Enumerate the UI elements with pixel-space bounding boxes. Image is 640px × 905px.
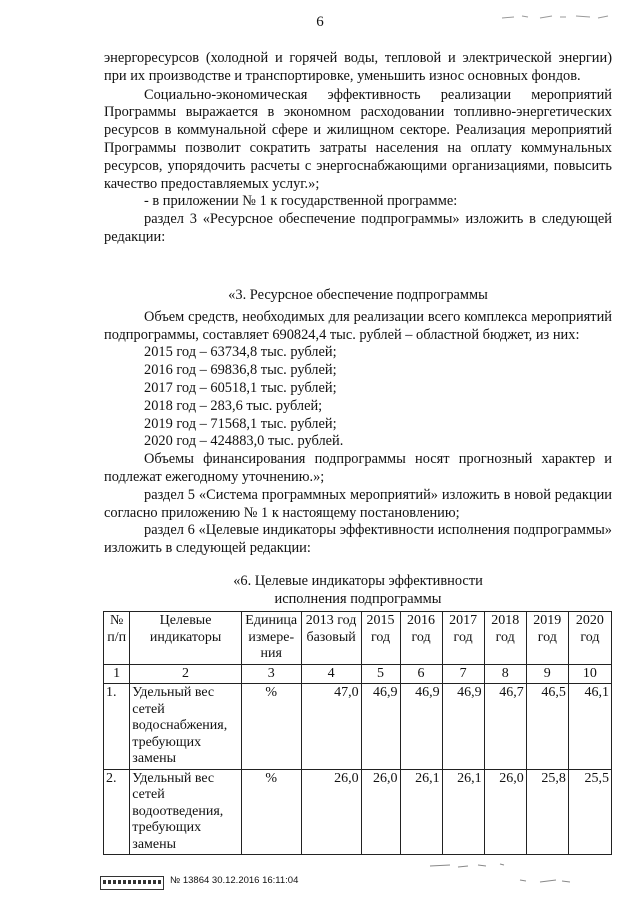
paragraph: Объемы финансирования подпрограммы носят прогнозный характер и подлежат ежегодному уточнению.»;: [104, 451, 612, 485]
scan-marks-top: [500, 10, 610, 22]
barcode-stamp: [100, 876, 164, 890]
table-header: 2016 год: [400, 612, 442, 665]
list-item: 2015 год – 63734,8 тыс. рублей;: [144, 344, 337, 361]
table-header: 2015 год: [361, 612, 400, 665]
table-cell: %: [241, 684, 301, 770]
table-cell: 46,9: [361, 684, 400, 770]
column-number: 8: [484, 664, 526, 684]
table-cell: 46,1: [568, 684, 611, 770]
list-item: 2016 год – 69836,8 тыс. рублей;: [144, 362, 337, 379]
table-cell: 47,0: [301, 684, 361, 770]
table-cell: 1.: [104, 684, 130, 770]
table-cell: 26,0: [361, 769, 400, 855]
table-cell: 26,1: [442, 769, 484, 855]
table-cell: 26,0: [484, 769, 526, 855]
table-cell: Удельный вес сетей водоотведения, требующих замены: [130, 769, 242, 855]
paragraph: раздел 6 «Целевые индикаторы эффективности исполнения подпрограммы» изложить в следующей редакции:: [104, 522, 612, 557]
scan-marks-bottom: [420, 860, 580, 890]
page-number: 6: [316, 14, 324, 30]
table-header: Единица измере-ния: [241, 612, 301, 665]
section3: [104, 287, 612, 558]
table-cell: 25,8: [526, 769, 568, 855]
doc-number: 13864: [182, 875, 210, 886]
paragraph: Социально-экономическая эффективность реализации мероприятий Программы выражается в экономном расходовании топливно-энергетических ресурсов в коммунальной сфере и жилищном секторе. Реализация мероприятий Программы позволит сократить затраты населения на оплату коммунальных ресурсов, упорядочить расчеты с энергоснабжающими организациями, повысить качество предоставляемых услуг.»;: [104, 86, 612, 192]
column-number: 10: [568, 664, 611, 684]
paragraph: - в приложении № 1 к государственной программе:: [144, 193, 458, 210]
table-header: 2018 год: [484, 612, 526, 665]
paragraph: раздел 5 «Система программных мероприятий» изложить в новой редакции согласно приложению № 1 к настоящему постановлению;: [104, 486, 612, 521]
table-header: 2019 год: [526, 612, 568, 665]
column-number: 7: [442, 664, 484, 684]
table-cell: %: [241, 769, 301, 855]
table-header: 2020 год: [568, 612, 611, 665]
list-item: 2020 год – 424883,0 тыс. рублей.: [144, 433, 344, 450]
table-header: 2013 год базовый: [301, 612, 361, 665]
paragraph: раздел 3 «Ресурсное обеспечение подпрограммы» изложить в следующей редакции:: [104, 211, 612, 245]
column-number: 6: [400, 664, 442, 684]
table-header-row: [104, 612, 612, 665]
indicators-table: [103, 611, 612, 855]
table-row: [104, 684, 612, 770]
signature-icon: №: [170, 875, 181, 886]
table-cell: 26,0: [301, 769, 361, 855]
list-item: 2017 год – 60518,1 тыс. рублей;: [144, 379, 337, 396]
list-item: 2018 год – 283,6 тыс. рублей;: [144, 397, 323, 414]
table-colnum-row: [104, 664, 612, 684]
table-cell: 46,7: [484, 684, 526, 770]
table-cell: 2.: [104, 769, 130, 855]
table-header: Целевые индикаторы: [130, 612, 242, 665]
paragraph: Объем средств, необходимых для реализации всего комплекса мероприятий подпрограммы, составляет 690824,4 тыс. рублей – областной бюджет, из них:: [104, 308, 612, 343]
list-item: 2019 год – 71568,1 тыс. рублей;: [144, 415, 337, 432]
section-title: «3. Ресурсное обеспечение подпрограммы: [228, 287, 488, 303]
table-cell: 25,5: [568, 769, 611, 855]
column-number: 3: [241, 664, 301, 684]
table-cell: 26,1: [400, 769, 442, 855]
table-cell: 46,5: [526, 684, 568, 770]
column-number: 4: [301, 664, 361, 684]
table-cell: 46,9: [400, 684, 442, 770]
timestamp: 30.12.2016 16:11:04: [211, 875, 299, 886]
section6-title: [104, 573, 612, 609]
section-title: «6. Целевые индикаторы эффективности: [233, 573, 483, 589]
table-header: 2017 год: [442, 612, 484, 665]
column-number: 5: [361, 664, 400, 684]
table-row: [104, 769, 612, 855]
column-number: 1: [104, 664, 130, 684]
table-cell: Удельный вес сетей водоснабжения, требующих замены: [130, 684, 242, 770]
section-title: исполнения подпрограммы: [274, 590, 442, 607]
table-header: № п/п: [104, 612, 130, 665]
table-cell: 46,9: [442, 684, 484, 770]
registration-footer: [170, 875, 298, 886]
paragraph: энергоресурсов (холодной и горячей воды, тепловой и электрической энергии) при их производстве и транспортировке, уменьшить износ основных фондов.: [104, 50, 612, 84]
column-number: 9: [526, 664, 568, 684]
column-number: 2: [130, 664, 242, 684]
body-text: [104, 50, 612, 247]
